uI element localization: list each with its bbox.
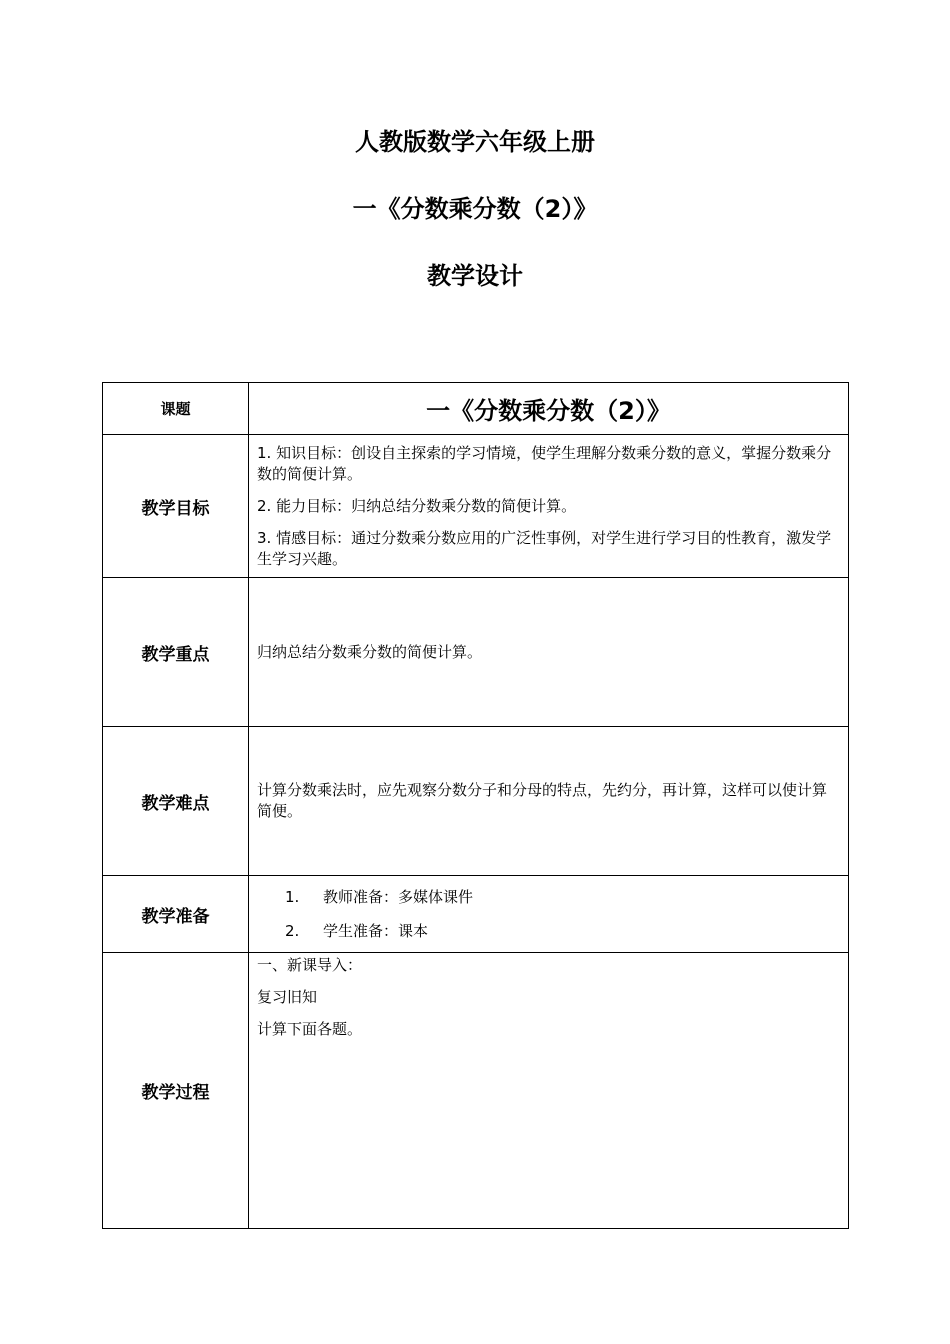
list-number: 2.: [285, 921, 300, 940]
process-line: 复习旧知: [257, 988, 318, 1006]
objective-item: 1. 知识目标：创设自主探索的学习情境，使学生理解分数乘分数的意义，掌握分数乘分数的简便计算。: [257, 443, 832, 483]
key-points-text: 归纳总结分数乘分数的简便计算。: [249, 578, 849, 727]
objectives-label: 教学目标: [103, 435, 249, 578]
row-difficulties: [103, 727, 849, 876]
objectives-content: [249, 435, 849, 578]
list-text: 学生准备：课本: [323, 921, 429, 940]
lesson-plan-table: [102, 382, 849, 1229]
document-title-line-3: 教学设计: [427, 262, 523, 290]
row-process: [103, 953, 849, 1229]
process-label: 教学过程: [103, 953, 249, 1229]
preparation-label: 教学准备: [103, 876, 249, 953]
document-title-line-1: 人教版数学六年级上册: [355, 128, 595, 156]
process-line: 计算下面各题。: [257, 1020, 363, 1038]
list-text: 教师准备：多媒体课件: [323, 887, 474, 906]
preparation-content: [249, 876, 849, 953]
topic-label: 课题: [103, 383, 249, 435]
key-points-label: 教学重点: [103, 578, 249, 727]
row-objectives: [103, 435, 849, 578]
difficulties-label: 教学难点: [103, 727, 249, 876]
process-content: [249, 953, 849, 1229]
objective-item: 3. 情感目标：通过分数乘分数应用的广泛性事例，对学生进行学习目的性教育，激发学生学习兴趣。: [257, 528, 832, 568]
row-preparation: [103, 876, 849, 953]
row-topic: [103, 383, 849, 435]
process-line: 一、新课导入：: [257, 956, 363, 974]
list-item: [257, 921, 840, 942]
preparation-list: [257, 887, 840, 942]
difficulties-text: 计算分数乘法时，应先观察分数分子和分母的特点，先约分，再计算，这样可以使计算简便。: [249, 727, 849, 876]
topic-value: 一《分数乘分数（2）》: [249, 383, 849, 435]
row-key-points: [103, 578, 849, 727]
list-item: [257, 887, 840, 908]
document-title-line-2: 一《分数乘分数（2）》: [352, 195, 598, 223]
objective-item: 2. 能力目标：归纳总结分数乘分数的简便计算。: [257, 496, 577, 515]
list-number: 1.: [285, 887, 300, 906]
